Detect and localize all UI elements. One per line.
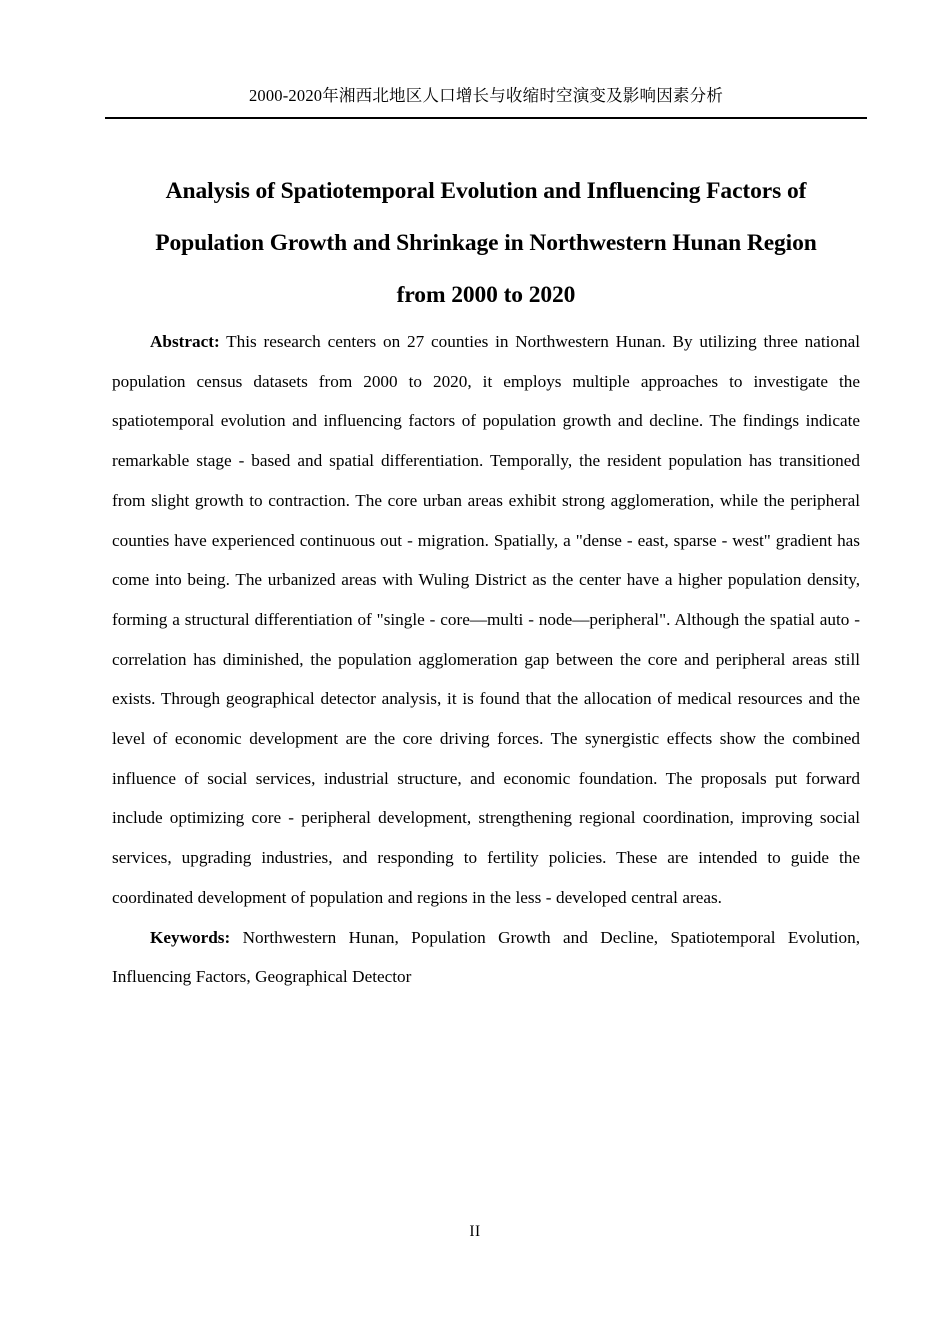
page-title bbox=[112, 165, 860, 321]
abstract-label: Abstract: bbox=[150, 332, 220, 351]
keywords-label: Keywords: bbox=[150, 927, 231, 947]
running-header: 2000-2020年湘西北地区人口增长与收缩时空演变及影响因素分析 bbox=[248, 86, 724, 105]
title-line-1: Analysis of Spatiotemporal Evolution and Influencing Factors of bbox=[165, 177, 807, 204]
title-line-2: Population Growth and Shrinkage in Northwestern Hunan Region bbox=[155, 229, 817, 256]
abstract-text: This research centers on 27 counties in Northwestern Hunan. By utilizing three national population census datasets from 2000 to 2020, it employs multiple approaches to investigate the spatiotemporal evolution and influencing factors of population growth and decline. The findings indicate remarkable stage - based and spatial differentiation. Temporally, the resident population has transitioned from slight growth to contraction. The core urban areas exhibit strong agglomeration, while the peripheral counties have experienced continuous out - migration. Spatially, a "dense - east, sparse - west" gradient has come into being. The urbanized areas with Wuling District as the center have a higher population density, forming a structural differentiation of "single - core—multi - node—peripheral". Although the spatial auto - correlation has diminished, the population agglomeration gap between the core and peripheral areas still exists. Through geographical detector analysis, it is found that the allocation of medical resources and the level of economic development are the core driving forces. The synergistic effects show the combined influence of social services, industrial structure, and economic foundation. The proposals put forward include optimizing core - peripheral development, strengthening regional coordination, improving social services, upgrading industries, and responding to fertility policies. These are intended to guide the coordinated development of population and regions in the less - developed central areas. bbox=[112, 332, 860, 907]
title-line-3: from 2000 to 2020 bbox=[396, 281, 576, 308]
keywords-paragraph bbox=[112, 918, 860, 997]
page-number: II bbox=[469, 1223, 481, 1240]
abstract-paragraph bbox=[112, 322, 860, 918]
keywords-text: Northwestern Hunan, Population Growth and Decline, Spatiotemporal Evolution, Influencing Factors, Geographical Detector bbox=[112, 927, 860, 987]
abstract-section bbox=[112, 322, 860, 997]
header-divider-rule bbox=[105, 117, 867, 119]
